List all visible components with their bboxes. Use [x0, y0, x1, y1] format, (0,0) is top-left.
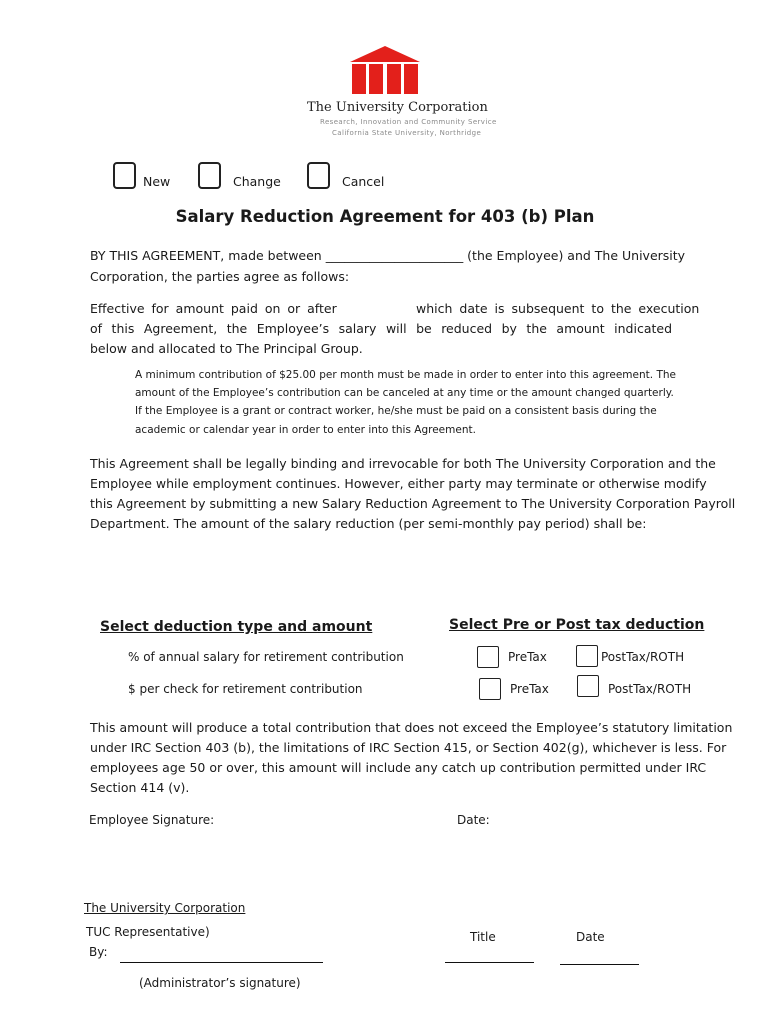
page-title: Salary Reduction Agreement for 403 (b) Plan [175, 207, 595, 226]
limitation-line-4: Section 414 (v). [90, 780, 190, 795]
org-name: The University Corporation [307, 100, 488, 115]
row1-posttax-label: PostTax/ROTH [601, 650, 685, 664]
signature-date-label: Date: [457, 813, 490, 827]
administrator-signature-line[interactable] [120, 962, 323, 963]
intro-line-2: Corporation, the parties agree as follows: [90, 269, 350, 284]
employee-signature-label: Employee Signature: [89, 813, 215, 827]
row2-pretax-checkbox[interactable] [479, 678, 501, 700]
binding-line-1: This Agreement shall be legally binding and irrevocable for both The University Corporation and the [90, 456, 716, 471]
tax-heading: Select Pre or Post tax deduction [449, 617, 705, 633]
row1-pretax-checkbox[interactable] [477, 646, 499, 668]
row2-posttax-label: PostTax/ROTH [608, 682, 692, 696]
effective-text-a: Effective for amount paid on or after [90, 301, 337, 316]
limitation-line-2: under IRC Section 403 (b), the limitations of IRC Section 415, or Section 402(g), whichever is less. For [90, 740, 727, 755]
university-corporation-logo [350, 46, 420, 94]
cancel-checkbox[interactable] [307, 162, 330, 189]
title-line[interactable] [445, 962, 534, 963]
by-label: By: [89, 945, 108, 959]
title-label: Title [470, 930, 496, 944]
effective-line-2: of this Agreement, the Employee’s salary will be reduced by the amount indicated [90, 321, 672, 336]
binding-line-2: Employee while employment continues. However, either party may terminate or otherwise modify [90, 476, 707, 491]
footer-org-name: The University Corporation [84, 901, 246, 915]
row1-pretax-label: PreTax [508, 650, 547, 664]
row1-posttax-checkbox[interactable] [576, 645, 598, 667]
binding-line-3: this Agreement by submitting a new Salary Reduction Agreement to The University Corporation Payroll [90, 496, 736, 511]
limitation-line-3: employees age 50 or over, this amount will include any catch up contribution permitted under IRC [90, 760, 707, 775]
org-campus: California State University, Northridge [332, 129, 482, 137]
footer-date-line[interactable] [560, 964, 639, 965]
change-checkbox[interactable] [198, 162, 221, 189]
note-line-2: amount of the Employee’s contribution can be canceled at any time or the amount changed quarterly. [135, 387, 674, 399]
binding-line-4: Department. The amount of the salary reduction (per semi-monthly pay period) shall be: [90, 516, 647, 531]
footer-date-label: Date [576, 930, 605, 944]
per-check-label: $ per check for retirement contribution [128, 682, 363, 696]
note-line-4: academic or calendar year in order to enter into this Agreement. [135, 424, 476, 436]
org-subtitle: Research, Innovation and Community Service [320, 118, 497, 126]
limitation-line-1: This amount will produce a total contribution that does not exceed the Employee’s statutory limitation [90, 720, 733, 735]
row2-posttax-checkbox[interactable] [577, 675, 599, 697]
new-checkbox[interactable] [113, 162, 136, 189]
cancel-label: Cancel [342, 174, 385, 189]
administrator-signature-caption: (Administrator’s signature) [139, 976, 301, 990]
new-label: New [143, 174, 171, 189]
effective-text-b: which date is subsequent to the execution [416, 301, 700, 316]
note-line-1: A minimum contribution of $25.00 per month must be made in order to enter into this agreement. The [135, 369, 676, 381]
note-line-3: If the Employee is a grant or contract worker, he/she must be paid on a consistent basis during the [135, 405, 657, 417]
intro-line-1: BY THIS AGREEMENT, made between ______________________ (the Employee) and The University [90, 248, 686, 263]
change-label: Change [233, 174, 281, 189]
effective-line-3: below and allocated to The Principal Group. [90, 341, 363, 356]
tuc-representative-label: TUC Representative) [86, 925, 210, 939]
deduction-heading: Select deduction type and amount [100, 619, 373, 635]
percent-salary-label: % of annual salary for retirement contribution [128, 650, 404, 664]
row2-pretax-label: PreTax [510, 682, 549, 696]
